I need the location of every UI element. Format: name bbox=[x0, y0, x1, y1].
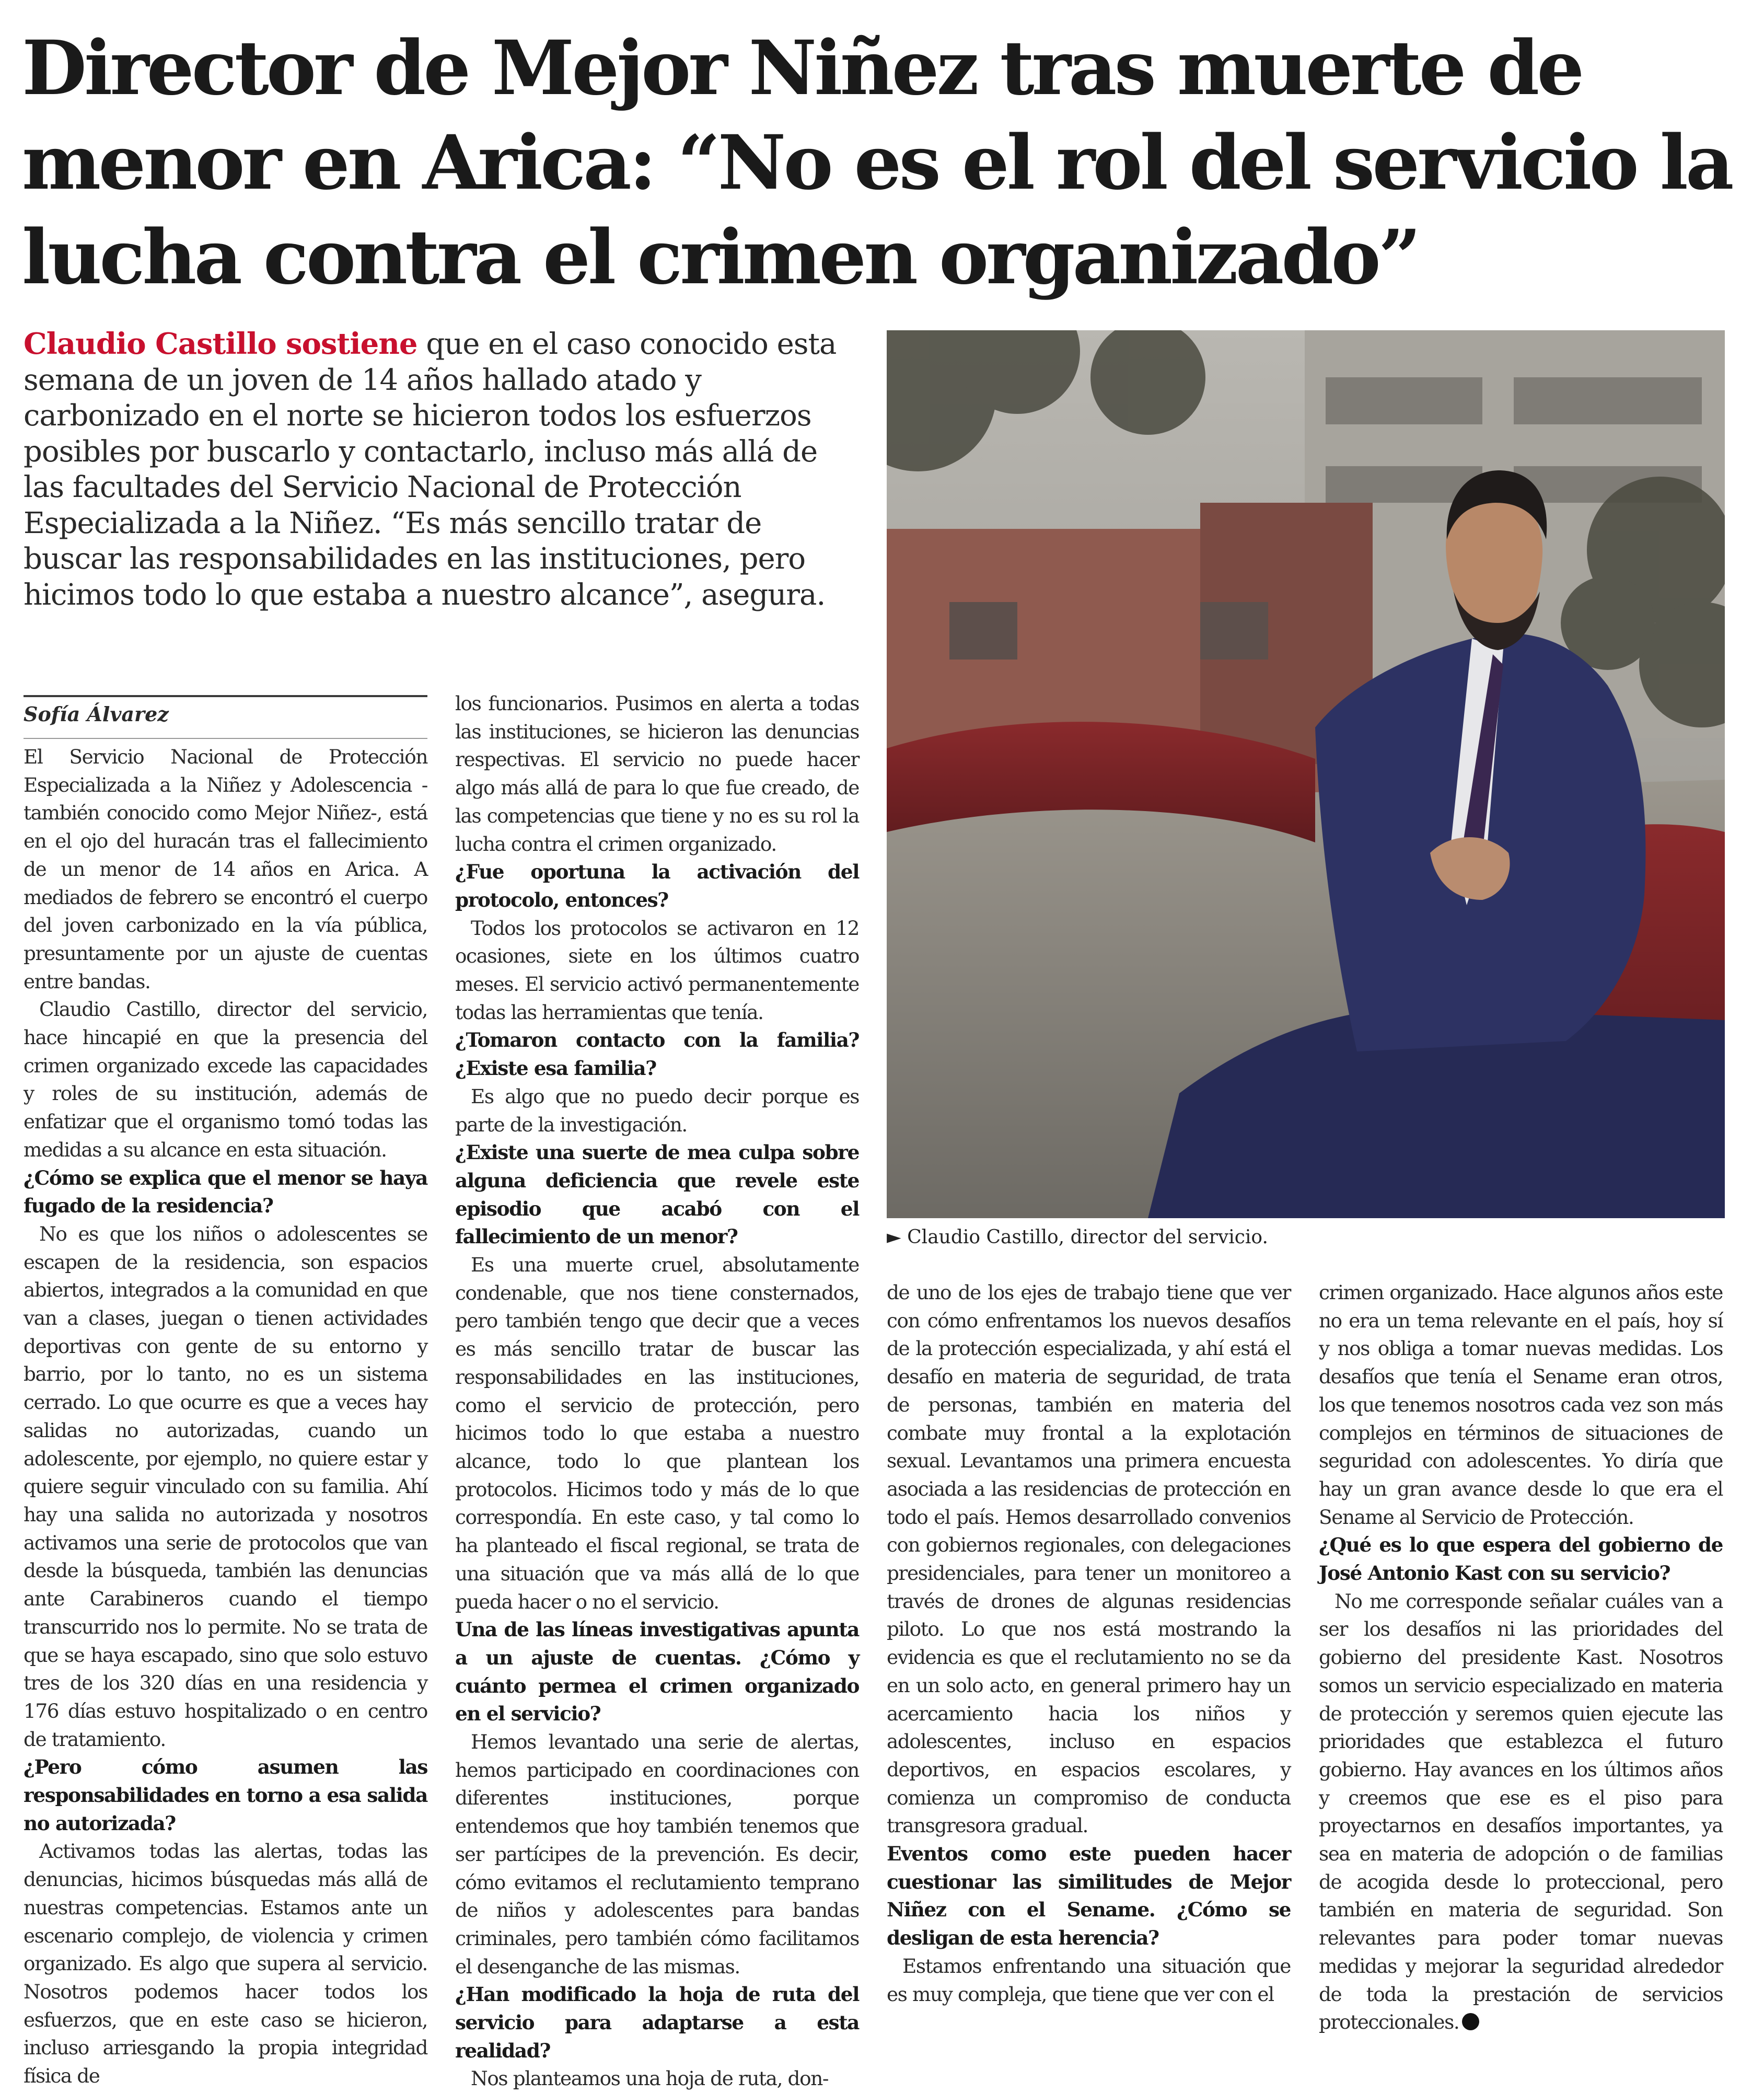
paragraph: El Servicio Nacional de Protección Especializada a la Niñez y Adolescencia -también conocido como Mejor Niñez-, está en el ojo del huracán tras el fallecimiento de un menor de 14 años en Arica. A mediados de febrero se encontró el cuerpo del joven carbonizado en la vía pública, presuntamente por un ajuste de cuentas entre bandas. bbox=[24, 745, 427, 993]
column-2 bbox=[455, 690, 859, 2093]
paragraph: crimen organizado. Hace algunos años este no era un tema relevante en el país, hoy sí y nos obliga a tomar nuevas medidas. Los desafíos que tenía el Sename eran otros, los que tenemos nosotros cada vez son más complejos en términos de situaciones de seguridad con adolescentes. Yo diría que hay un gran avance desde lo que era el Sename al Servicio de Protección. bbox=[1319, 1281, 1723, 1529]
byline-author: Sofía Álvarez bbox=[24, 702, 169, 726]
byline bbox=[24, 695, 427, 739]
interview-question: Una de las líneas investigativas apunta a un ajuste de cuentas. ¿Cómo y cuánto permea el crimen organizado en el servicio? bbox=[455, 1618, 859, 1726]
column-4 bbox=[1319, 1279, 1723, 2037]
interview-answer bbox=[1319, 1588, 1723, 2037]
paragraph: los funcionarios. Pusimos en alerta a todas las instituciones, se hicieron las denuncias respectivas. El servicio no puede hacer algo más allá de para lo que fue creado, de las competencias que tiene y no es su rol la lucha contra el crimen organizado. bbox=[455, 692, 859, 855]
column-1 bbox=[24, 743, 427, 2090]
portrait-photo bbox=[887, 330, 1725, 1218]
interview-question: ¿Tomaron contacto con la familia? ¿Existe esa familia? bbox=[455, 1028, 859, 1080]
interview-answer: Hemos levantado una serie de alertas, hemos participado en coordinaciones con diferentes instituciones, porque entendemos que hoy también tenemos que ser partícipes de la prevención. Es decir, cómo evitamos el reclutamiento temprano de niños y adolescentes para bandas criminales, pero también cómo facilitamos el desenganche de las mismas. bbox=[455, 1730, 859, 1978]
interview-question: ¿Pero cómo asumen las responsabilidades en torno a esa salida no autorizada? bbox=[24, 1755, 427, 1835]
headline: Director de Mejor Niñez tras muerte de menor en Arica: “No es el rol del servicio la lucha contra el crimen organizado” bbox=[22, 24, 1732, 301]
interview-answer: Estamos enfrentando una situación que es muy compleja, que tiene que ver con el bbox=[887, 1954, 1291, 2006]
lead-text: que en el caso conocido esta semana de un joven de 14 años hallado atado y carbonizado en el norte se hicieron todos los esfuerzos posibles por buscarlo y contactarlo, incluso más allá de las facultades del Servicio Nacional de Protección Especializada a la Niñez. “Es más sencillo tratar de buscar las responsabilidades en las instituciones, pero hicimos todo lo que estaba a nuestro alcance”, asegura. bbox=[24, 327, 837, 612]
interview-question: ¿Han modificado la hoja de ruta del servicio para adaptarse a esta realidad? bbox=[455, 1983, 859, 2062]
column-3 bbox=[887, 1279, 1291, 2008]
paragraph: de uno de los ejes de trabajo tiene que ver con cómo enfrentamos los nuevos desafíos de la protección especializada, y ahí está el desafío en materia de seguridad, de trata de personas, también en materia del combate muy frontal a la explotación sexual. Levantamos una primera encuesta asociada a las residencias de protección en todo el país. Hemos desarrollado convenios con gobiernos regionales, con delegaciones presidenciales, para tener un monitoreo a través de drones de algunas residencias piloto. Lo que nos está mostrando la evidencia es que el reclutamiento no se da en un solo acto, en general primero hay un acercamiento hacia los niños y adolescentes, incluso en espacios deportivos, en espacios escolares, y comienza un compromiso de conducta transgresora gradual. bbox=[887, 1281, 1291, 1837]
answer-text: No me corresponde señalar cuáles van a ser los desafíos ni las prioridades del gobierno del presidente Kast. Nosotros somos un servicio especializado en materia de protección y seremos quien ejecute las prioridades que establezca el futuro gobierno. Hay avances en los últimos años y creemos que ese es el piso para proyectarnos en desafíos importantes, ya sea en materia de adopción o de familias de acogida desde lo proteccional, pero también en materia de seguridad. Son relevantes para poder tomar nuevas medidas y mejorar la seguridad alrededor de toda la prestación de servicios proteccionales. bbox=[1319, 1589, 1723, 2034]
lead-highlight: Claudio Castillo sostiene bbox=[24, 327, 417, 361]
paragraph: Claudio Castillo, director del servicio, hace hincapié en que la presencia del crimen organizado excede las capacidades y roles de su institución, además de enfatizar que el organismo tomó todas las medidas a su alcance en esta situación. bbox=[24, 998, 427, 1161]
interview-answer: No es que los niños o adolescentes se escapen de la residencia, son espacios abiertos, integrados a la comunidad en que van a clases, juegan o tienen actividades deportivas con gente de su entorno y barrio, por lo tanto, no es un sistema cerrado. Lo que ocurre es que a veces hay salidas no autorizadas, cuando un adolescente, por ejemplo, no quiere estar y quiere seguir vinculado con su familia. Ahí hay una salida no autorizada y nosotros activamos una serie de protocolos que van desde la búsqueda, también las denuncias ante Carabineros cuando el tiempo transcurrido nos lo permite. No se trata de que se haya escapado, sino que solo estuvo tres de los 320 días en una residencia y 176 días estuvo hospitalizado o en centro de tratamiento. bbox=[24, 1222, 427, 1751]
interview-question: ¿Cómo se explica que el menor se haya fugado de la residencia? bbox=[24, 1166, 427, 1218]
lead-paragraph bbox=[24, 326, 860, 613]
interview-question: ¿Existe una suerte de mea culpa sobre alguna deficiencia que revele este episodio que acabó con el fallecimiento de un menor? bbox=[455, 1141, 859, 1248]
interview-answer: Todos los protocolos se activaron en 12 ocasiones, siete en los últimos cuatro meses. El servicio activó permanentemente todas las herramientas que tenía. bbox=[455, 916, 859, 1024]
photo-caption: ► Claudio Castillo, director del servicio. bbox=[887, 1227, 1268, 1248]
interview-answer: Nos planteamos una hoja de ruta, don- bbox=[471, 2067, 829, 2090]
interview-question: ¿Fue oportuna la activación del protocolo, entonces? bbox=[455, 860, 859, 911]
interview-question: Eventos como este pueden hacer cuestionar las similitudes de Mejor Niñez con el Sename. ¿Cómo se desligan de esta herencia? bbox=[887, 1842, 1291, 1950]
end-of-article-icon bbox=[1462, 2013, 1479, 2030]
interview-answer: Es algo que no puedo decir porque es parte de la investigación. bbox=[455, 1084, 859, 1136]
interview-question: ¿Qué es lo que espera del gobierno de José Antonio Kast con su servicio? bbox=[1319, 1533, 1723, 1585]
interview-answer: Activamos todas las alertas, todas las denuncias, hicimos búsquedas más allá de nuestras competencias. Estamos ante un escenario complejo, de violencia y crimen organizado. Es algo que supera al servicio. Nosotros podemos hacer todos los esfuerzos, que en este caso se hicieron, incluso arriesgando la propia integridad física de bbox=[24, 1840, 427, 2088]
interview-answer: Es una muerte cruel, absolutamente condenable, que nos tiene consternados, pero también tengo que decir que a veces es más sencillo tratar de buscar las responsabilidades en las instituciones, como el servicio de protección, pero hicimos todo lo que estaba a nuestro alcance, todo lo que plantean los protocolos. Hicimos todo y más de lo que correspondía. En este caso, y tal como lo ha planteado el fiscal regional, se trata de una situación que va más allá de lo que pueda hacer o no el servicio. bbox=[455, 1253, 859, 1613]
